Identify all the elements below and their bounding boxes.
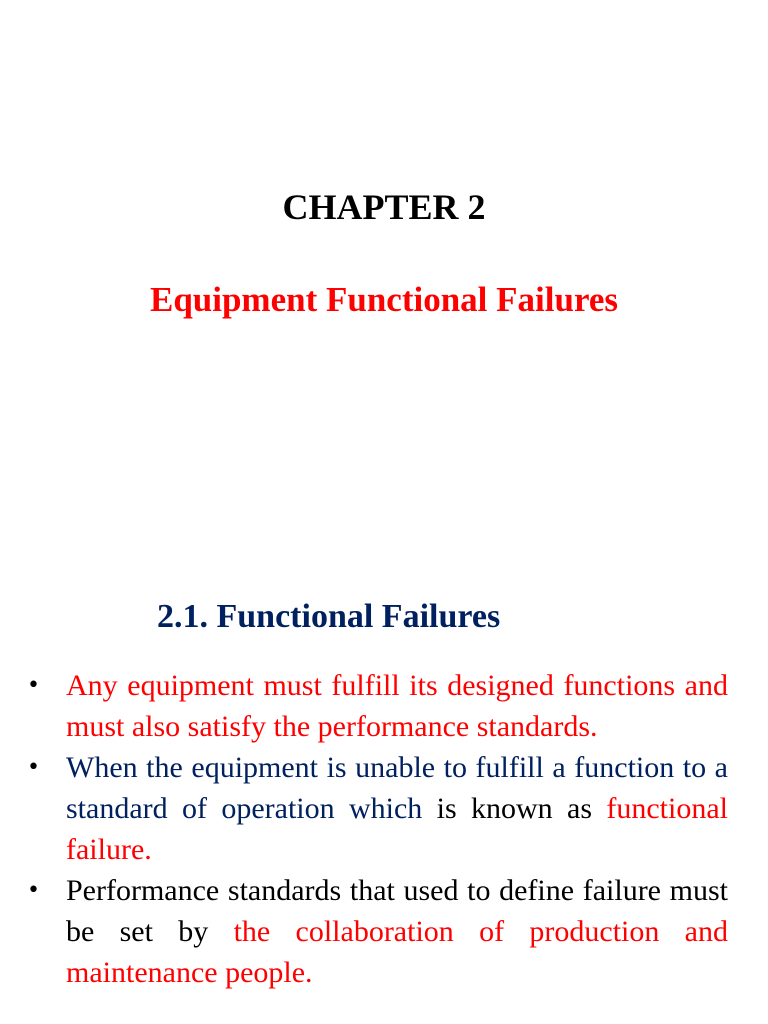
- bullet-text: [66, 751, 728, 866]
- section-heading: 2.1. Functional Failures: [157, 598, 501, 635]
- bullet-item: [0, 870, 768, 993]
- bullet-text-segment: When the equipment is unable to fulfill a function to a standard of operation which: [66, 751, 728, 825]
- bullet-text: [66, 874, 728, 989]
- bullet-text-segment: the collaboration of production and maintenance people.: [66, 915, 728, 989]
- bullet-list: [0, 665, 768, 993]
- bullet-icon: •: [27, 673, 40, 698]
- chapter-title: CHAPTER 2: [282, 187, 486, 227]
- bullet-icon: •: [27, 755, 40, 780]
- bullet-text: [66, 669, 728, 743]
- chapter-subtitle: Equipment Functional Failures: [149, 280, 619, 319]
- bullet-icon: •: [27, 878, 40, 903]
- bullet-text-segment: is known as: [422, 792, 607, 825]
- bullet-text-segment: Any equipment must fulfill its designed functions and must also satisfy the performance standards.: [66, 669, 728, 743]
- bullet-item: [0, 665, 768, 747]
- bullet-text-segment: Performance standards that used to define failure must be set by: [66, 874, 728, 948]
- bullet-item: [0, 747, 768, 870]
- bullet-text-segment: functional failure.: [66, 792, 728, 866]
